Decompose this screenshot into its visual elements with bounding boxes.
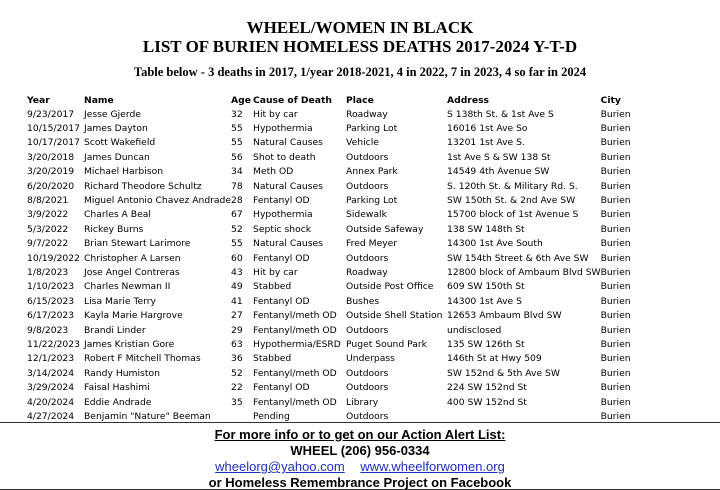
cell-name: Brian Stewart Larimore: [84, 238, 191, 250]
cell-name: Eddie Andrade: [84, 396, 152, 408]
table-row: [27, 265, 661, 279]
cell-age: 22: [231, 382, 243, 394]
cell-city: Burien: [600, 338, 631, 350]
cell-city: Burien: [600, 223, 631, 235]
cell-year: 3/9/2022: [27, 209, 69, 221]
document-title: WHEEL/WOMEN IN BLACK: [246, 18, 474, 37]
header-city: City: [600, 94, 621, 106]
cell-age: 55: [231, 238, 243, 250]
cell-name: Faisal Hashimi: [84, 382, 150, 394]
website-link[interactable]: www.wheelforwomen.org: [360, 459, 505, 474]
cell-cause: Hit by car: [253, 266, 298, 278]
table-row: [27, 280, 661, 294]
cell-age: 49: [231, 281, 243, 293]
cell-city: Burien: [600, 396, 631, 408]
cell-place: Underpass: [346, 353, 395, 365]
cell-year: 1/8/2023: [27, 266, 69, 278]
footer-info-line: For more info or to get on our Action Alert List:: [214, 427, 506, 442]
cell-name: Lisa Marie Terry: [84, 295, 156, 307]
cell-city: Burien: [600, 238, 631, 250]
cell-cause: Meth OD: [253, 166, 294, 178]
table-row: [27, 337, 661, 351]
cell-address: S 138th St. & 1st Ave S: [447, 108, 554, 120]
cell-place: Outdoors: [346, 180, 389, 192]
cell-city: Burien: [600, 295, 631, 307]
cell-name: Jesse Gjerde: [84, 108, 141, 120]
cell-address: SW 152nd & 5th Ave SW: [447, 367, 560, 379]
cell-name: James Kristian Gore: [84, 338, 175, 350]
table-header-row: [27, 93, 661, 107]
cell-age: 67: [231, 209, 243, 221]
cell-city: Burien: [600, 266, 631, 278]
cell-address: undisclosed: [447, 324, 502, 336]
cell-cause: Fentanyl OD: [253, 295, 310, 307]
cell-address: SW 154th Street & 6th Ave SW: [447, 252, 589, 264]
cell-address: 138 SW 148th St: [447, 223, 525, 235]
cell-age: 32: [231, 108, 243, 120]
table-row: [27, 222, 661, 236]
cell-place: Outdoors: [346, 151, 389, 163]
cell-city: Burien: [600, 209, 631, 221]
cell-name: Richard Theodore Schultz: [84, 180, 202, 192]
cell-name: Robert F Mitchell Thomas: [84, 353, 201, 365]
cell-city: Burien: [600, 353, 631, 365]
cell-city: Burien: [600, 180, 631, 192]
cell-place: Outside Post Office: [346, 281, 434, 293]
cell-city: Burien: [600, 137, 631, 149]
cell-age: 78: [231, 180, 243, 192]
cell-address: 146th St at Hwy 509: [447, 353, 542, 365]
cell-place: Roadway: [346, 108, 388, 120]
cell-address: 12800 block of Ambaum Blvd SW: [447, 266, 601, 278]
table-row: [27, 136, 661, 150]
table-row: [27, 208, 661, 222]
cell-place: Outdoors: [346, 367, 389, 379]
cell-cause: Natural Causes: [253, 180, 323, 192]
cell-age: 35: [231, 396, 243, 408]
cell-year: 6/15/2023: [27, 295, 75, 307]
table-row: [27, 237, 661, 251]
cell-cause: Septic shock: [253, 223, 312, 235]
cell-name: Christopher A Larsen: [84, 252, 181, 264]
cell-city: Burien: [600, 151, 631, 163]
cell-age: 41: [231, 295, 243, 307]
cell-place: Puget Sound Park: [346, 338, 427, 350]
cell-year: 9/8/2023: [27, 324, 69, 336]
cell-address: 135 SW 126th St: [447, 338, 525, 350]
cell-address: 14300 1st Ave S: [447, 295, 522, 307]
document-subtitle-title: LIST OF BURIEN HOMELESS DEATHS 2017-2024 Y-T-D: [142, 37, 578, 56]
cell-year: 3/14/2024: [27, 367, 75, 379]
cell-cause: Fentanyl/meth OD: [253, 310, 337, 322]
cell-cause: Stabbed: [253, 353, 292, 365]
cell-age: 27: [231, 310, 243, 322]
table-row: [27, 251, 661, 265]
cell-age: 60: [231, 252, 243, 264]
cell-city: Burien: [600, 310, 631, 322]
cell-cause: Hit by car: [253, 108, 298, 120]
table-row: [27, 395, 661, 409]
cell-cause: Shot to death: [253, 151, 316, 163]
cell-age: 36: [231, 353, 243, 365]
cell-place: Outdoors: [346, 252, 389, 264]
cell-year: 9/7/2022: [27, 238, 69, 250]
cell-city: Burien: [600, 367, 631, 379]
cell-year: 3/20/2019: [27, 166, 75, 178]
cell-address: 14549 4th Avenue SW: [447, 166, 550, 178]
cell-cause: Fentanyl OD: [253, 382, 310, 394]
cell-age: 43: [231, 266, 243, 278]
cell-place: Bushes: [346, 295, 380, 307]
cell-address: 16016 1st Ave So: [447, 123, 528, 135]
cell-place: Outdoors: [346, 382, 389, 394]
cell-year: 10/19/2022: [27, 252, 80, 264]
cell-cause: Fentanyl/meth OD: [253, 367, 337, 379]
cell-name: Miguel Antonio Chavez Andrade: [84, 195, 232, 207]
cell-age: 29: [231, 324, 243, 336]
table-body: [27, 107, 661, 424]
cell-age: 52: [231, 367, 243, 379]
cell-cause: Fentanyl OD: [253, 252, 310, 264]
cell-city: Burien: [600, 252, 631, 264]
cell-name: Jose Angel Contreras: [84, 266, 180, 278]
header-place: Place: [346, 94, 374, 106]
deaths-table: [27, 93, 661, 424]
cell-cause: Fentanyl/meth OD: [253, 324, 337, 336]
cell-cause: Natural Causes: [253, 137, 323, 149]
cell-city: Burien: [600, 382, 631, 394]
table-row: [27, 294, 661, 308]
footer-box: [0, 422, 720, 490]
cell-place: Vehicle: [346, 137, 379, 149]
cell-city: Burien: [600, 281, 631, 293]
cell-place: Annex Park: [346, 166, 398, 178]
cell-place: Library: [346, 396, 379, 408]
cell-city: Burien: [600, 108, 631, 120]
footer-facebook-line: or Homeless Remembrance Project on Facebook: [208, 475, 512, 490]
cell-place: Sidewalk: [346, 209, 387, 221]
table-row: [27, 308, 661, 322]
cell-cause: Hypothermia: [253, 123, 313, 135]
cell-name: Brandi Linder: [84, 324, 146, 336]
footer-phone-line: WHEEL (206) 956-0334: [290, 443, 430, 458]
cell-age: 52: [231, 223, 243, 235]
table-row: [27, 165, 661, 179]
cell-place: Parking Lot: [346, 123, 398, 135]
cell-year: 8/8/2021: [27, 195, 69, 207]
cell-city: Burien: [600, 123, 631, 135]
cell-name: Rickey Burns: [84, 223, 144, 235]
table-row: [27, 323, 661, 337]
cell-address: 1st Ave S & SW 138 St: [447, 151, 551, 163]
table-row: [27, 179, 661, 193]
cell-city: Burien: [600, 166, 631, 178]
cell-name: Charles A Beal: [84, 209, 151, 221]
cell-cause: Fentanyl OD: [253, 195, 310, 207]
cell-address: 12653 Ambaum Blvd SW: [447, 310, 562, 322]
header-year: Year: [27, 94, 50, 106]
header-name: Name: [84, 94, 114, 106]
cell-address: 13201 1st Ave S.: [447, 137, 525, 149]
cell-address: 400 SW 152nd St: [447, 396, 527, 408]
cell-year: 12/1/2023: [27, 353, 75, 365]
cell-name: Charles Newman II: [84, 281, 171, 293]
cell-city: Burien: [600, 195, 631, 207]
cell-address: 224 SW 152nd St: [447, 382, 527, 394]
cell-name: Scott Wakefield: [84, 137, 156, 149]
cell-place: Outdoors: [346, 324, 389, 336]
header-age: Age: [231, 94, 251, 106]
cell-name: Michael Harbison: [84, 166, 164, 178]
cell-name: Randy Humiston: [84, 367, 160, 379]
cell-cause: Hypothermia/ESRD: [253, 338, 341, 350]
table-row: [27, 352, 661, 366]
cell-year: 3/29/2024: [27, 382, 75, 394]
cell-place: Parking Lot: [346, 195, 398, 207]
header-cause: Cause of Death: [253, 94, 332, 106]
header-address: Address: [447, 94, 490, 106]
cell-cause: Hypothermia: [253, 209, 313, 221]
cell-year: 11/22/2023: [27, 338, 80, 350]
email-link[interactable]: wheelorg@yahoo.com: [215, 459, 345, 474]
cell-age: 55: [231, 137, 243, 149]
cell-cause: Fentanyl/meth OD: [253, 396, 337, 408]
cell-address: S. 120th St. & Military Rd. S.: [447, 180, 578, 192]
cell-city: Burien: [600, 410, 631, 422]
cell-address: 14300 1st Ave South: [447, 238, 543, 250]
cell-address: 15700 block of 1st Avenue S: [447, 209, 579, 221]
table-row: [27, 107, 661, 121]
table-row: [27, 193, 661, 207]
cell-name: Benjamin "Nature" Beeman: [84, 410, 211, 422]
cell-age: 28: [231, 195, 243, 207]
cell-year: 4/27/2024: [27, 410, 75, 422]
cell-year: 4/20/2024: [27, 396, 75, 408]
cell-place: Fred Meyer: [346, 238, 398, 250]
cell-city: Burien: [600, 324, 631, 336]
table-row: [27, 366, 661, 380]
cell-age: 63: [231, 338, 243, 350]
cell-age: 56: [231, 151, 243, 163]
cell-place: Outdoors: [346, 410, 389, 422]
cell-year: 5/3/2022: [27, 223, 69, 235]
cell-place: Roadway: [346, 266, 388, 278]
cell-age: 34: [231, 166, 243, 178]
cell-year: 6/17/2023: [27, 310, 75, 322]
table-row: [27, 150, 661, 164]
cell-year: 3/20/2018: [27, 151, 75, 163]
cell-cause: Stabbed: [253, 281, 292, 293]
cell-name: James Duncan: [84, 151, 150, 163]
cell-place: Outside Safeway: [346, 223, 424, 235]
cell-year: 6/20/2020: [27, 180, 75, 192]
cell-address: 609 SW 150th St: [447, 281, 525, 293]
cell-cause: Pending: [253, 410, 290, 422]
cell-place: Outside Shell Station: [346, 310, 443, 322]
cell-name: James Dayton: [84, 123, 148, 135]
cell-year: 9/23/2017: [27, 108, 75, 120]
cell-year: 10/15/2017: [27, 123, 80, 135]
cell-address: SW 150th St. & 2nd Ave SW: [447, 195, 576, 207]
table-row: [27, 121, 661, 135]
cell-name: Kayla Marie Hargrove: [84, 310, 183, 322]
cell-age: 55: [231, 123, 243, 135]
cell-year: 10/17/2017: [27, 137, 80, 149]
cell-cause: Natural Causes: [253, 238, 323, 250]
table-row: [27, 380, 661, 394]
summary-text: Table below - 3 deaths in 2017, 1/year 2018-2021, 4 in 2022, 7 in 2023, 4 so far in 2024: [133, 65, 587, 79]
footer-links: [0, 459, 720, 474]
cell-year: 1/10/2023: [27, 281, 75, 293]
